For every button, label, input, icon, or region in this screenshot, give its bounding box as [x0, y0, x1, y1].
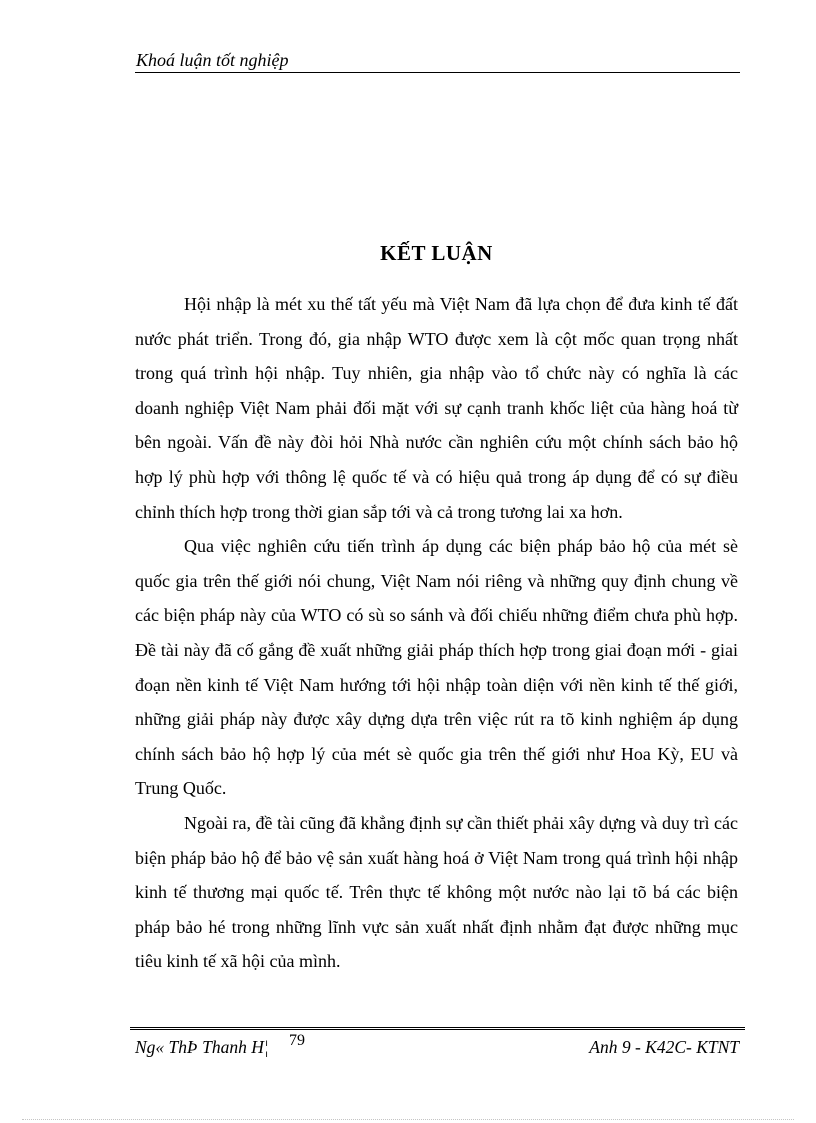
paragraph-3: Ngoài ra, đề tài cũng đã khẳng định sự cần thiết phải xây dựng và duy trì các biện pháp bảo hộ để bảo vệ sản xuất hàng hoá ở Việt Nam trong quá trình hội nhập kinh tế thương mại quốc tế. Trên thực tế không một nước nào lại tõ bá các biện pháp bảo hé trong những lĩnh vực sản xuất nhất định nhằm đạt được những mục tiêu kinh tế xã hội của mình. [135, 812, 738, 972]
header-title: Khoá luận tốt nghiệp [136, 50, 289, 70]
footer-rule [130, 1027, 745, 1030]
page-number: 79 [289, 1032, 305, 1049]
section-heading: KẾT LUẬN [380, 241, 493, 265]
footer-class-info: Anh 9 - K42C- KTNT [589, 1037, 739, 1057]
footer-author: Ng« ThÞ Thanh H¦ [135, 1037, 269, 1057]
paragraph-2: Qua việc nghiên cứu tiến trình áp dụng các biện pháp bảo hộ của mét sè quốc gia trên thế giới nói chung, Việt Nam nói riêng và những quy định chung về các biện pháp này của WTO có sù so sánh và đối chiếu những điểm chưa phù hợp. Đề tài này đã cố gắng đề xuất những giải pháp thích hợp trong giai đoạn mới - giai đoạn nền kinh tế Việt Nam hướng tới hội nhập toàn diện với nền kinh tế thế giới, những giải pháp này được xây dựng dựa trên việc rút ra tõ kinh nghiệm áp dụng chính sách bảo hộ hợp lý của mét sè quốc gia trên thế giới như Hoa Kỳ, EU và Trung Quốc. [135, 536, 738, 799]
page-edge-divider [22, 1119, 794, 1120]
page-header [135, 50, 740, 73]
paragraph-1: Hội nhập là mét xu thế tất yếu mà Việt Nam đã lựa chọn để đưa kinh tế đất nước phát triển. Trong đó, gia nhập WTO được xem là cột mốc quan trọng nhất trong quá trình hội nhập. Tuy nhiên, gia nhập vào tổ chức này có nghĩa là các doanh nghiệp Việt Nam phải đối mặt với sự cạnh tranh khốc liệt của hàng hoá từ bên ngoài. Vấn đề này đòi hỏi Nhà nước cần nghiên cứu một chính sách bảo hộ hợp lý phù hợp với thông lệ quốc tế và có hiệu quả trong áp dụng để có sự điều chỉnh thích hợp trong thời gian sắp tới và cả trong tương lai xa hơn. [135, 294, 738, 522]
body-text [135, 287, 738, 979]
